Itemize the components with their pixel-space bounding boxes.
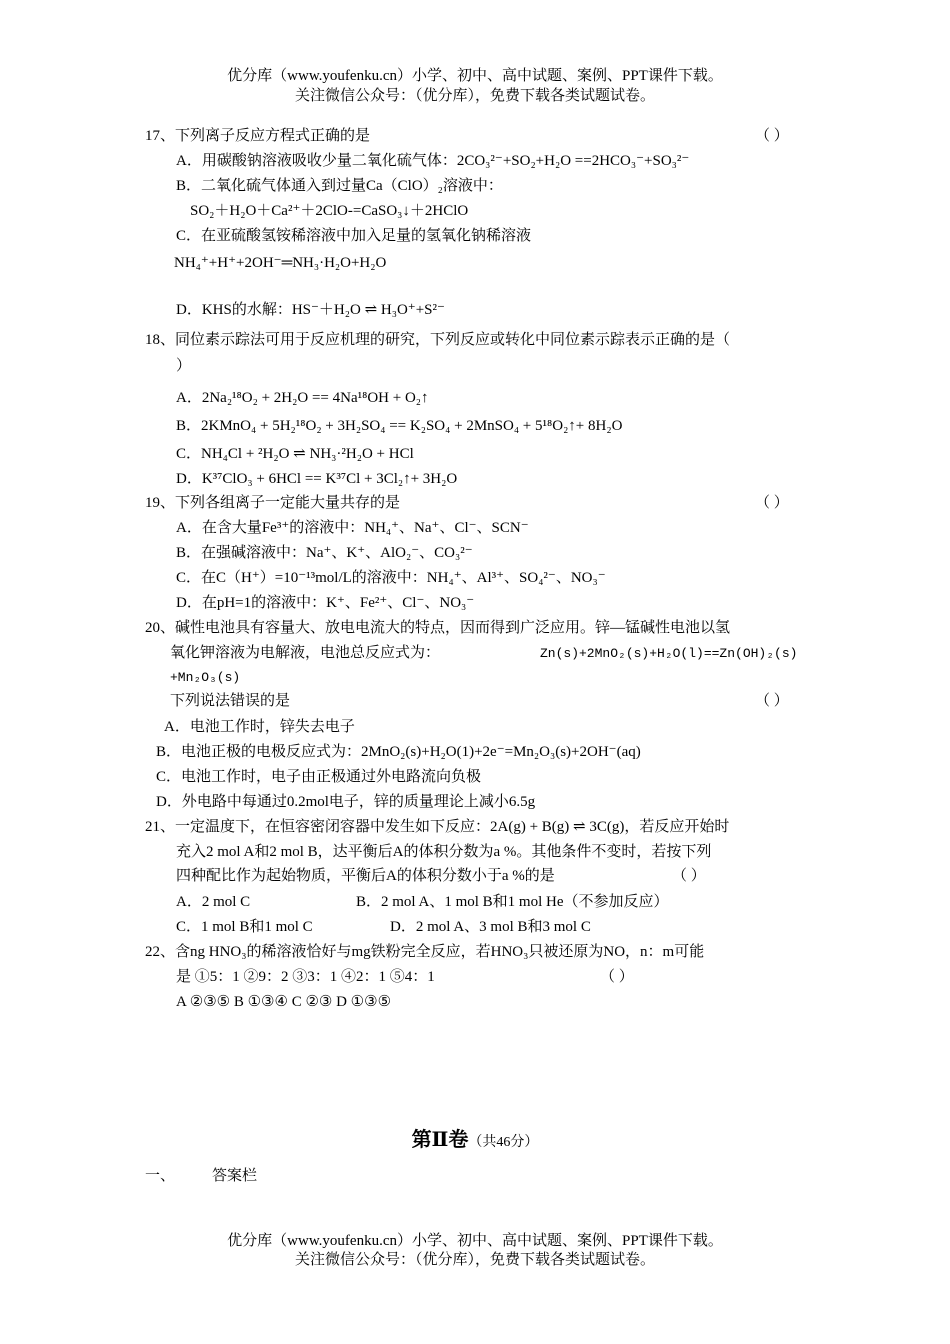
q18-option-d: D．K³⁷ClO₃ + 6HCl == K³⁷Cl + 3Cl₂↑+ 3H₂O <box>176 471 458 487</box>
q22-options: A ②③⑤ B ①③④ C ②③ D ①③⑤ <box>176 994 392 1010</box>
q19-option-a: A．在含大量Fe³⁺的溶液中：NH₄⁺、Na⁺、Cl⁻、SCN⁻ <box>176 520 529 536</box>
q20-option-a: A．电池工作时，锌失去电子 <box>164 719 355 735</box>
q22-answer-paren: （ ） <box>600 969 634 985</box>
q20-option-b: B．电池正极的电极反应式为：2MnO₂(s)+H₂O(1)+2e⁻=Mn₂O₃(s)+2OH⁻(aq) <box>156 744 641 760</box>
q17-stem: 17、下列离子反应方程式正确的是 <box>145 128 371 144</box>
q20-option-d: D．外电路中每通过0.2mol电子，锌的质量理论上减小6.5g <box>156 794 536 810</box>
section-2-number: 一、 <box>145 1168 176 1184</box>
q17-option-b: B．二氧化硫气体通入到过量Ca（ClO）₂溶液中： <box>176 178 503 194</box>
q20-equation-1: Zn(s)+2MnO₂(s)+H₂O(l)==Zn(OH)₂(s) <box>540 646 798 661</box>
q18-option-c: C．NH₄Cl + ²H₂O ⇌ NH₃·²H₂O + HCl <box>176 446 414 462</box>
q20-equation-2: +Mn₂O₃(s) <box>170 670 241 685</box>
q18-stem: 18、同位素示踪法可用于反应机理的研究，下列反应或转化中同位素示踪表示正确的是（ <box>145 332 731 348</box>
q20-stem-line-2: 氧化钾溶液为电解液，电池总反应式为： <box>170 645 441 661</box>
q17-option-c: C．在亚硫酸氢铵稀溶液中加入足量的氢氧化钠稀溶液 <box>176 228 532 244</box>
q19-option-d: D．在pH=1的溶液中：K⁺、Fe²⁺、Cl⁻、NO₃⁻ <box>176 595 475 611</box>
header-line-1: 优分库（www.youfenku.cn）小学、初中、高中试题、案例、PPT课件下载。 <box>227 68 723 84</box>
q20-option-c: C．电池工作时，电子由正极通过外电路流向负极 <box>156 769 482 785</box>
q17-option-c-equation: NH₄⁺+H⁺+2OH⁻═NH₃·H₂O+H₂O <box>174 255 387 271</box>
q19-stem: 19、下列各组离子一定能大量共存的是 <box>145 495 401 511</box>
q20-stem-line-1: 20、碱性电池具有容量大、放电电流大的特点，因而得到广泛应用。锌—锰碱性电池以氢 <box>145 620 731 636</box>
q19-answer-paren: （ ） <box>755 495 789 511</box>
q17-option-b-equation: SO₂＋H₂O＋Ca²⁺＋2ClO-=CaSO₃↓＋2HClO <box>190 203 469 219</box>
section-2-score: （共46分） <box>468 1135 539 1150</box>
q22-stem-line-1: 22、含ng HNO₃的稀溶液恰好与mg铁粉完全反应，若HNO₃只被还原为NO，n：m可能 <box>145 944 705 960</box>
header-line-2: 关注微信公众号：（优分库），免费下载各类试题试卷。 <box>294 88 655 104</box>
section-2-title: 第Ⅱ卷 <box>411 1129 469 1151</box>
q18-option-b: B．2KMnO₄ + 5H₂¹⁸O₂ + 3H₂SO₄ == K₂SO₄ + 2MnSO₄ + 5¹⁸O₂↑+ 8H₂O <box>176 418 623 434</box>
q20-answer-paren: （ ） <box>755 693 789 709</box>
q20-question: 下列说法错误的是 <box>170 693 291 709</box>
q21-stem-line-1: 21、一定温度下，在恒容密闭容器中发生如下反应：2A(g) + B(g) ⇌ 3C(g)，若反应开始时 <box>145 819 730 835</box>
q17-option-a: A．用碳酸钠溶液吸收少量二氧化硫气体：2CO₃²⁻+SO₂+H₂O ==2HCO₃⁻+SO₃²⁻ <box>176 153 690 169</box>
footer-line-1: 优分库（www.youfenku.cn）小学、初中、高中试题、案例、PPT课件下载。 <box>227 1233 723 1249</box>
q18-option-a: A．2Na₂¹⁸O₂ + 2H₂O == 4Na¹⁸OH + O₂↑ <box>176 390 429 406</box>
section-2-heading <box>0 1126 950 1157</box>
q21-option-a: A．2 mol C <box>176 894 251 910</box>
q17-answer-paren: （ ） <box>755 128 789 144</box>
q21-option-b: B．2 mol A、1 mol B和1 mol He（不参加反应） <box>356 894 669 910</box>
q17-option-d: D．KHS的水解：HS⁻＋H₂O ⇌ H₃O⁺+S²⁻ <box>176 302 445 318</box>
q22-stem-line-2: 是 ①5：1 ②9：2 ③3：1 ④2：1 ⑤4：1 <box>176 969 435 985</box>
footer-line-2: 关注微信公众号：（优分库），免费下载各类试题试卷。 <box>294 1252 655 1268</box>
q19-option-c: C．在C（H⁺）=10⁻¹³mol/L的溶液中：NH₄⁺、Al³⁺、SO₄²⁻、NO₃⁻ <box>176 570 606 586</box>
q21-option-c: C．1 mol B和1 mol C <box>176 919 313 935</box>
q21-option-d: D．2 mol A、3 mol B和3 mol C <box>390 919 591 935</box>
answer-column-label: 答案栏 <box>212 1168 258 1184</box>
q21-answer-paren: （ ） <box>672 868 706 884</box>
q19-option-b: B．在强碱溶液中：Na⁺、K⁺、AlO₂⁻、CO₃²⁻ <box>176 545 473 561</box>
q21-stem-line-2: 充入2 mol A和2 mol B，达平衡后A的体积分数为a %。其他条件不变时，若按下列 <box>176 844 712 860</box>
q21-stem-line-3: 四种配比作为起始物质，平衡后A的体积分数小于a %的是 <box>176 868 555 884</box>
q18-stem-end: ） <box>176 358 192 374</box>
